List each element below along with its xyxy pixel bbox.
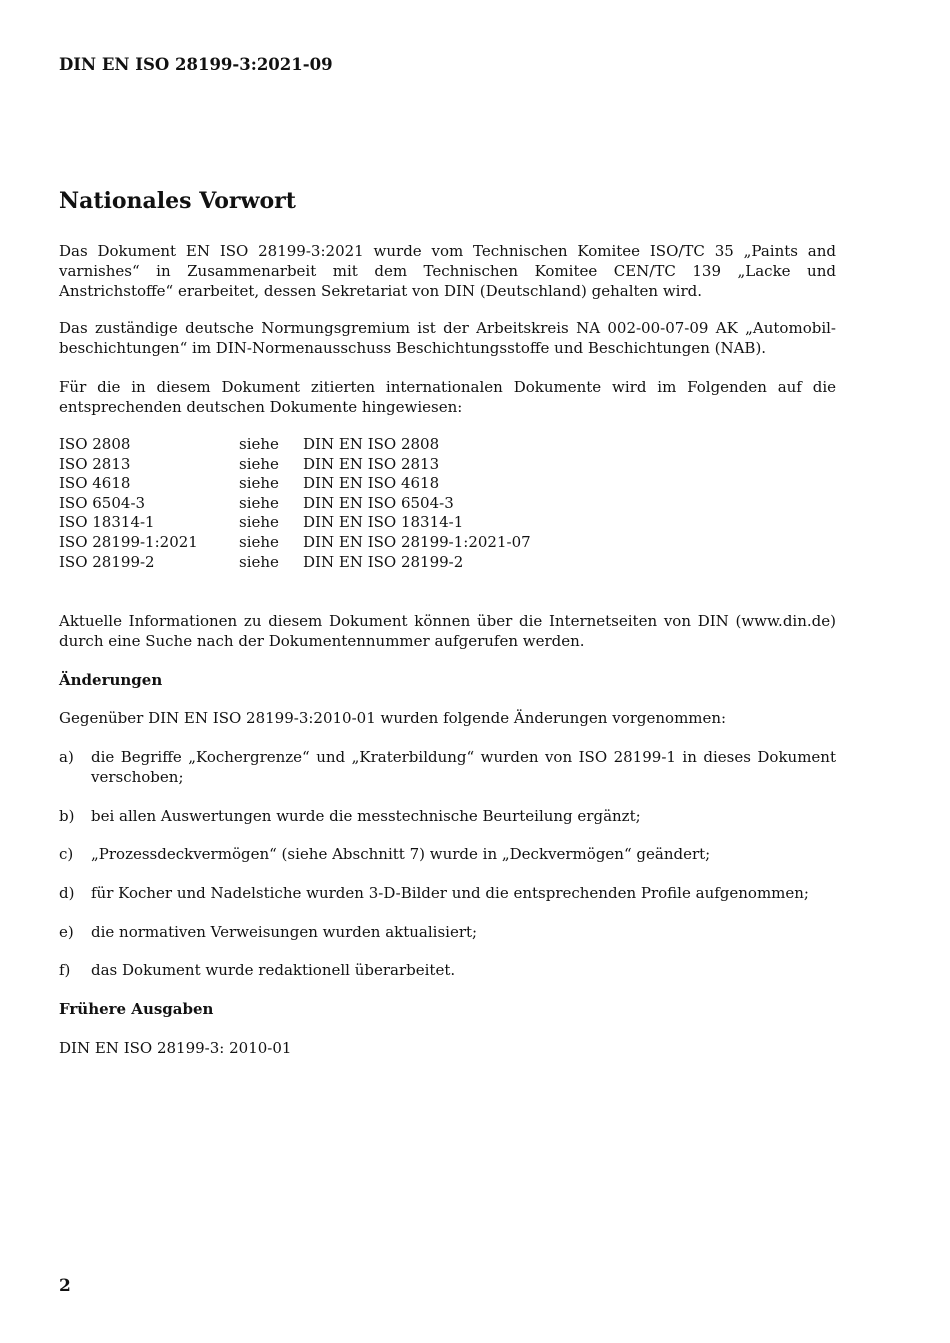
list-item-label: d) <box>59 884 75 902</box>
list-item <box>59 960 836 980</box>
see-label: siehe <box>239 474 279 493</box>
table-row <box>59 513 703 533</box>
iso-reference: ISO 2808 <box>59 435 131 453</box>
list-item-label: f) <box>59 961 71 979</box>
din-reference: DIN EN ISO 28199-1:2021-07 <box>303 532 531 551</box>
paragraph-committee: Das Dokument EN ISO 28199-3:2021 wurde vom Technischen Komitee ISO/TC 35 „Paints and varnishes“ in Zusammenarbeit mit dem Technischen Komitee CEN/TC 139 „Lacke und Anstrichstoffe“ erarbeitet, dessen Sekretariat von DIN (Deutschland) gehalten wird. <box>59 242 836 300</box>
iso-reference: ISO 4618 <box>59 474 131 493</box>
list-item-label: c) <box>59 845 74 863</box>
list-item-text: für Kocher und Nadelstiche wurden 3-D-Bilder und die entsprechenden Profile aufgenommen; <box>91 884 809 902</box>
din-reference: DIN EN ISO 6504-3 <box>303 493 454 512</box>
list-item <box>59 806 836 826</box>
see-label: siehe <box>239 435 279 453</box>
iso-reference: ISO 6504-3 <box>59 493 146 512</box>
list-item <box>59 844 836 864</box>
see-label: siehe <box>239 454 279 473</box>
table-row <box>59 553 703 573</box>
paragraph-working-group: Das zuständige deutsche Normungsgremium ist der Arbeitskreis NA 002-00-07-09 AK „Automobil-beschichtungen“ im DIN-Normenausschuss Beschichtungsstoffe und Beschichtungen (NAB). <box>59 319 836 357</box>
list-item <box>59 883 836 903</box>
din-reference: DIN EN ISO 4618 <box>303 474 440 493</box>
see-label: siehe <box>239 552 279 571</box>
list-item-label: e) <box>59 923 74 941</box>
table-row <box>59 474 703 494</box>
list-item <box>59 747 836 787</box>
table-row <box>59 455 703 475</box>
previous-editions-text: DIN EN ISO 28199-3: 2010-01 <box>59 1039 292 1057</box>
iso-reference: ISO 28199-2 <box>59 552 155 571</box>
paragraph-references-intro: Für die in diesem Dokument zitierten internationalen Dokumente wird im Folgenden auf die entsprechenden deutschen Dokumente hingewiesen: <box>59 378 836 416</box>
see-label: siehe <box>239 513 279 532</box>
iso-reference: ISO 18314-1 <box>59 513 155 532</box>
iso-reference: ISO 2813 <box>59 454 131 473</box>
page-number: 2 <box>59 1276 71 1296</box>
din-reference: DIN EN ISO 2808 <box>303 435 440 453</box>
see-label: siehe <box>239 532 279 551</box>
section-title: Nationales Vorwort <box>59 188 296 214</box>
din-reference: DIN EN ISO 28199-2 <box>303 552 464 571</box>
din-reference: DIN EN ISO 2813 <box>303 454 440 473</box>
table-row <box>59 435 703 455</box>
list-item-text: das Dokument wurde redaktionell überarbeitet. <box>91 961 456 979</box>
iso-reference: ISO 28199-1:2021 <box>59 532 198 551</box>
changes-heading: Änderungen <box>59 671 163 689</box>
din-reference: DIN EN ISO 18314-1 <box>303 513 464 532</box>
see-label: siehe <box>239 493 279 512</box>
list-item-text: die normativen Verweisungen wurden aktualisiert; <box>91 923 478 941</box>
list-item-text: „Prozessdeckvermögen“ (siehe Abschnitt 7) wurde in „Deckvermögen“ geändert; <box>91 845 711 863</box>
list-item <box>59 922 836 942</box>
table-row <box>59 533 703 553</box>
previous-editions-heading: Frühere Ausgaben <box>59 1000 214 1018</box>
document-id-header: DIN EN ISO 28199-3:2021-09 <box>59 55 333 74</box>
list-item-text: bei allen Auswertungen wurde die messtechnische Beurteilung ergänzt; <box>91 807 641 825</box>
list-item-label: b) <box>59 807 75 825</box>
paragraph-online-info: Aktuelle Informationen zu diesem Dokument können über die Internetseiten von DIN (www.din.de) durch eine Suche nach der Dokumentennummer aufgerufen werden. <box>59 612 836 650</box>
reference-table <box>59 435 703 572</box>
list-item-label: a) <box>59 748 74 766</box>
list-item-text: die Begriffe „Kochergrenze“ und „Kraterbildung“ wurden von ISO 28199-1 in dieses Dokument verschoben; <box>91 748 836 786</box>
changes-intro: Gegenüber DIN EN ISO 28199-3:2010-01 wurden folgende Änderungen vorgenommen: <box>59 709 727 727</box>
table-row <box>59 494 703 514</box>
